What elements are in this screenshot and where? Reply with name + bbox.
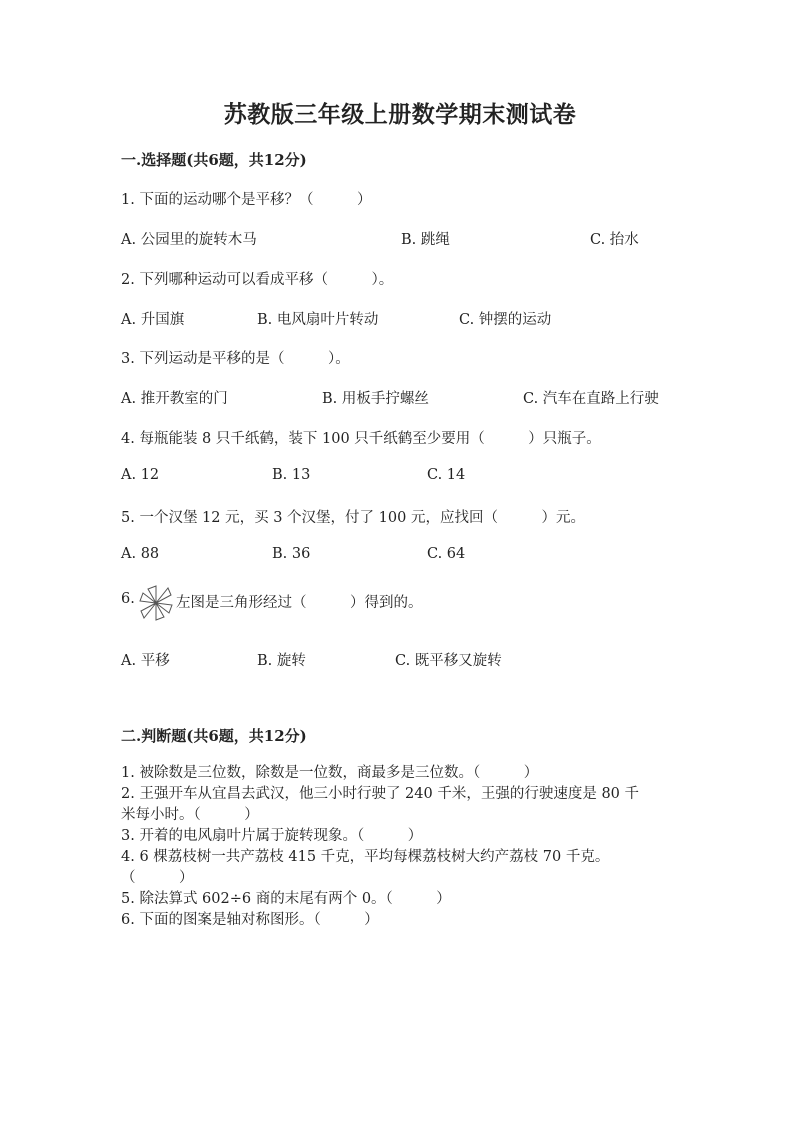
question-6: 左图是三角形经过（ ）得到的。: [176, 595, 423, 611]
section-heading-choice: 一.选择题(共6题，共12分): [121, 151, 307, 169]
question-1: 1. 下面的运动哪个是平移？（ ）: [121, 192, 372, 208]
question-4-option-c: C. 14: [427, 467, 466, 483]
judge-line-2: 2. 王强开车从宜昌去武汉，他三小时行驶了 240 千米，王强的行驶速度是 80 千: [121, 786, 640, 802]
question-6-option-a: A. 平移: [121, 653, 170, 669]
question-1-option-b: B. 跳绳: [401, 232, 450, 248]
question-3-option-c: C. 汽车在直路上行驶: [523, 391, 659, 407]
question-1-option-c: C. 抬水: [590, 232, 639, 248]
page-title: 苏教版三年级上册数学期末测试卷: [223, 101, 577, 128]
pinwheel-triangles-icon: [138, 583, 174, 623]
judge-line-4: 4. 6 棵荔枝树一共产荔枝 415 千克，平均每棵荔枝树大约产荔枝 70 千克。: [121, 849, 610, 865]
question-5: 5. 一个汉堡 12 元，买 3 个汉堡，付了 100 元，应找回（ ）元。: [121, 510, 585, 526]
question-2-option-a: A. 升国旗: [121, 312, 185, 328]
judge-line-6: 6. 下面的图案是轴对称图形。（ ）: [121, 912, 379, 928]
question-2-option-c: C. 钟摆的运动: [459, 312, 552, 328]
judge-line-4-cont: （ ）: [121, 870, 194, 886]
question-3-option-a: A. 推开教室的门: [121, 391, 228, 407]
question-6-option-c: C. 既平移又旋转: [395, 653, 502, 669]
question-3-option-b: B. 用板手拧螺丝: [322, 391, 429, 407]
question-4: 4. 每瓶能装 8 只千纸鹤，装下 100 只千纸鹤至少要用（ ）只瓶子。: [121, 431, 601, 447]
judge-line-3: 3. 开着的电风扇叶片属于旋转现象。（ ）: [121, 828, 423, 844]
question-5-option-b: B. 36: [272, 546, 311, 562]
question-6-number: 6.: [121, 591, 135, 607]
question-6-option-b: B. 旋转: [257, 653, 306, 669]
judge-line-1: 1. 被除数是三位数，除数是一位数，商最多是三位数。（ ）: [121, 765, 539, 781]
question-4-option-b: B. 13: [272, 467, 311, 483]
question-2: 2. 下列哪种运动可以看成平移（ ）。: [121, 272, 394, 288]
question-5-option-a: A. 88: [121, 546, 160, 562]
section-heading-judge: 二.判断题(共6题，共12分): [121, 727, 307, 745]
question-2-option-b: B. 电风扇叶片转动: [257, 312, 379, 328]
question-3: 3. 下列运动是平移的是（ ）。: [121, 351, 350, 367]
question-4-option-a: A. 12: [121, 467, 160, 483]
question-5-option-c: C. 64: [427, 546, 466, 562]
judge-line-5: 5. 除法算式 602÷6 商的末尾有两个 0。（ ）: [121, 891, 451, 907]
judge-line-2-cont: 米每小时。（ ）: [121, 807, 259, 823]
question-1-option-a: A. 公园里的旋转木马: [121, 232, 257, 248]
